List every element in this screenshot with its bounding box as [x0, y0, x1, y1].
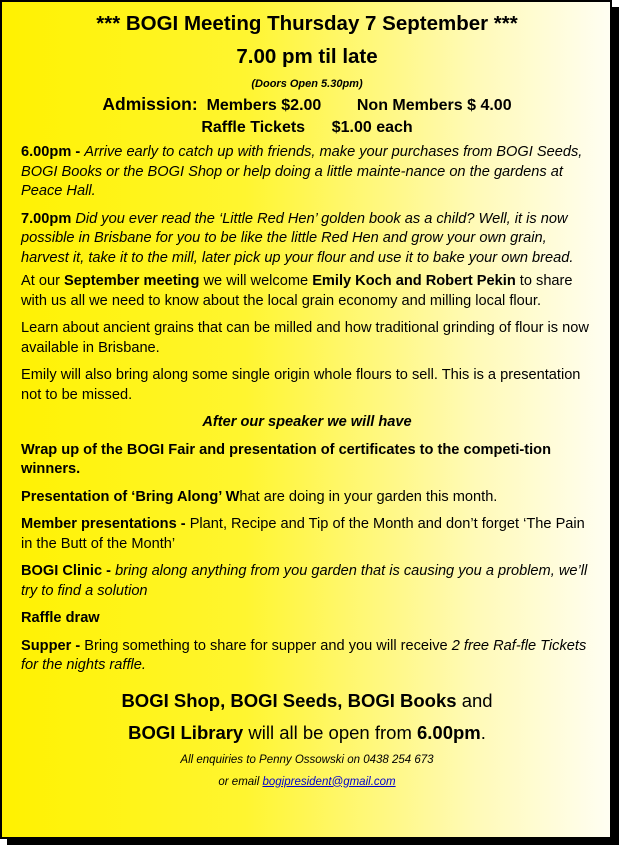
item-bring-along-b: hat are doing in your garden this month.	[239, 488, 498, 505]
item-clinic-text: bring along anything from you garden that is causing you a problem, we’ll try to find a solution	[21, 563, 588, 599]
speaker-intro-e: to share with us all we need to know about the local grain economy and milling local flour.	[21, 273, 573, 309]
item-bring-along-a: Presentation of ‘Bring Along’ W	[21, 488, 240, 505]
footer-enquiries: All enquiries to Penny Ossowski on 0438 254 673	[180, 753, 434, 766]
speaker-intro-c: we will welcome	[203, 273, 309, 289]
item-bring-along	[21, 488, 593, 508]
speaker-intro	[21, 272, 593, 311]
raffle-price: $1.00 each	[331, 119, 413, 136]
flyer-content	[21, 10, 593, 790]
item-member-presentations	[21, 515, 593, 554]
meeting-time: 7.00 pm til late	[236, 45, 378, 68]
doors-open: (Doors Open 5.30pm)	[251, 78, 363, 90]
speaker-intro-month: September meeting	[64, 273, 200, 289]
admission-label: Admission:	[102, 94, 198, 114]
item-supper	[21, 637, 593, 676]
item-supper-text: Bring something to share for supper and you will receive	[84, 637, 448, 654]
non-members-price: Non Members $ 4.00	[356, 97, 512, 114]
speaker-names: Emily Koch and Robert Pekin	[312, 273, 516, 289]
email-link[interactable]: bogipresident@gmail.com	[262, 775, 396, 788]
item-supper-label: Supper -	[21, 637, 81, 654]
item-clinic-label: BOGI Clinic -	[21, 563, 111, 579]
item-clinic	[21, 562, 593, 601]
footer-line-1	[21, 688, 593, 714]
schedule-7pm-time: 7.00pm	[21, 210, 72, 227]
item-member-text: Plant, Recipe and Tip of the Month and don’t forget ‘The Pain in the Butt of the Month’	[21, 516, 585, 552]
item-member-label: Member presentations -	[21, 516, 186, 532]
footer-line-2	[21, 720, 593, 746]
schedule-6pm-text: Arrive early to catch up with friends, make your purchases from BOGI Seeds, BOGI Books or the BOGI Shop or help doing a little mainte-nance on the gardens at Peace Hall.	[21, 144, 583, 199]
item-supper-raffle: 2 free Raf-fle Tickets for the nights raffle.	[21, 637, 587, 673]
footer-email-prefix: or email	[218, 775, 260, 788]
footer-library: BOGI Library	[128, 721, 244, 743]
schedule-7pm-text: Did you ever read the ‘Little Red Hen’ golden book as a child? Well, it is now possible in Brisbane for you to be like the little Red Hen and grow your own grain, harvest it, take it to the mill, later pick up your flour and use it to bake your own bread.	[21, 210, 574, 266]
item-raffle-draw: Raffle draw	[21, 610, 100, 626]
footer-and: and	[461, 689, 493, 711]
schedule-6pm-time: 6.00pm -	[21, 144, 81, 160]
footer-open-time: 6.00pm	[417, 721, 481, 743]
members-price: Members $2.00	[206, 97, 322, 114]
raffle-line	[21, 117, 593, 139]
speaker-grains: Learn about ancient grains that can be milled and how traditional grinding of flour is now available in Brisbane.	[21, 320, 589, 356]
speaker-intro-a: At our	[21, 273, 60, 289]
footer-period: .	[480, 721, 486, 743]
meeting-title: *** BOGI Meeting Thursday 7 September ***	[96, 12, 518, 35]
raffle-label: Raffle Tickets	[201, 119, 306, 136]
footer-open-text: will all be open from	[248, 721, 412, 743]
footer-stalls: BOGI Shop, BOGI Seeds, BOGI Books	[121, 689, 457, 711]
schedule-6pm	[21, 143, 593, 202]
schedule-7pm	[21, 210, 593, 269]
footer-email-line	[21, 774, 593, 790]
item-wrap-up: Wrap up of the BOGI Fair and presentation of certificates to the competi-tion winners.	[21, 441, 552, 477]
admission-line	[21, 93, 593, 117]
after-heading: After our speaker we will have	[202, 414, 412, 430]
speaker-flours: Emily will also bring along some single origin whole flours to sell. This is a presentation not to be missed.	[21, 367, 581, 403]
